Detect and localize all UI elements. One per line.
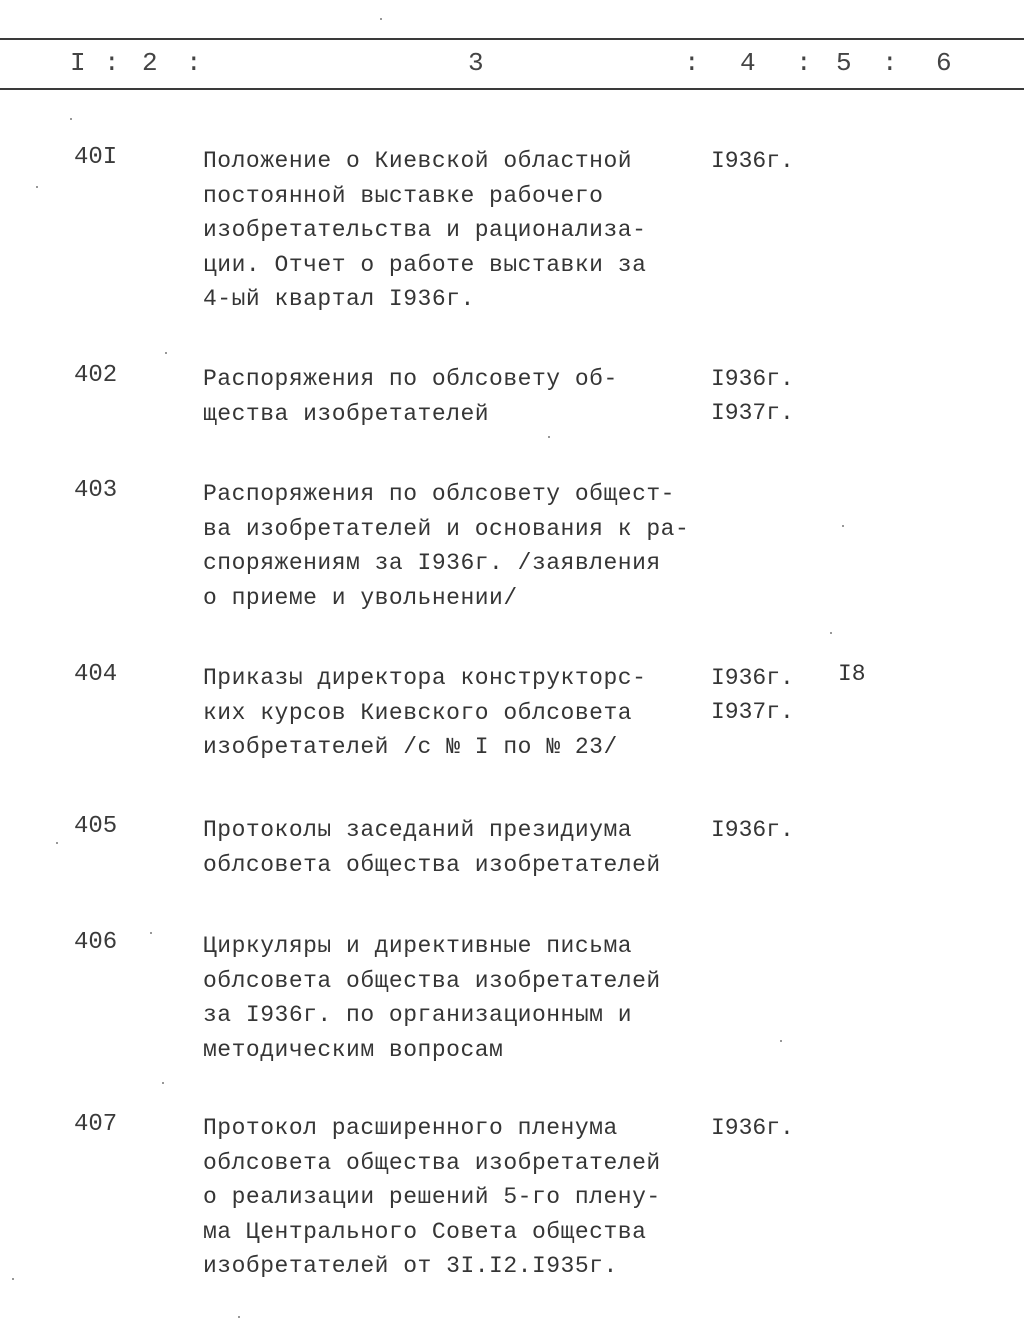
description-line: постоянной выставке рабочего — [203, 182, 604, 209]
description-line: Распоряжения по облсовету общест- — [203, 481, 675, 507]
description-line: ции. Отчет о работе выставки за — [203, 251, 647, 278]
description-line: Приказы директора конструкторс- — [203, 665, 647, 691]
scan-speck — [56, 842, 58, 844]
entry-number: 40I — [74, 144, 118, 171]
entry-number: 405 — [74, 813, 118, 840]
description-line: Положение о Киевской областной — [203, 148, 633, 174]
description-line: ма Центрального Совета общества — [203, 1218, 647, 1245]
header-col6: 6 — [936, 48, 952, 78]
scan-speck — [238, 1316, 240, 1318]
entry-number: 402 — [74, 362, 118, 389]
description-line: Распоряжения по облсовету об- — [203, 366, 618, 392]
description-line: облсовета общества изобретателей — [203, 1149, 661, 1176]
scan-speck — [830, 632, 832, 634]
description-line: облсовета общества изобретателей — [203, 967, 661, 994]
entry-description — [203, 1111, 703, 1284]
header-col1: I — [70, 48, 86, 78]
header-sep2: : — [186, 48, 202, 78]
scan-speck — [165, 352, 167, 354]
entry-description — [203, 929, 703, 1067]
header-sep1: : — [104, 48, 120, 78]
entry-description — [203, 362, 703, 431]
scan-speck — [150, 932, 152, 934]
entry-number: 406 — [74, 929, 118, 956]
entry-date: I936г. — [711, 1115, 794, 1141]
header-sep3: : — [684, 48, 700, 78]
header-top-rule — [0, 38, 1024, 40]
description-line: ва изобретателей и основания к ра- — [203, 515, 690, 542]
entry-description — [203, 477, 703, 615]
entry-date: I937г. — [711, 699, 794, 725]
description-line: методическим вопросам — [203, 1036, 504, 1063]
entry-description — [203, 661, 703, 765]
description-line: Протокол расширенного пленума — [203, 1115, 618, 1141]
header-col5: 5 — [836, 48, 852, 78]
entry-number: 404 — [74, 661, 118, 688]
entry-sheet-count: I8 — [838, 661, 866, 687]
description-line: о реализации решений 5-го плену- — [203, 1184, 661, 1210]
description-line: облсовета общества изобретателей — [203, 851, 661, 878]
entry-date: I936г. — [711, 817, 794, 843]
entry-date: I936г. — [711, 665, 794, 691]
entry-dates — [711, 661, 794, 729]
header-bottom-rule — [0, 88, 1024, 90]
entry-description — [203, 813, 703, 882]
entry-description — [203, 144, 703, 317]
scan-speck — [780, 1040, 782, 1042]
header-sep5: : — [882, 48, 898, 78]
entry-date: I936г. — [711, 148, 794, 174]
scan-speck — [162, 1082, 164, 1084]
description-line: ких курсов Киевского облсовета — [203, 699, 633, 726]
description-line: изобретателей от 3I.I2.I935г. — [203, 1253, 618, 1279]
scan-speck — [842, 525, 844, 527]
description-line: 4-ый квартал I936г. — [203, 286, 475, 312]
description-line: Циркуляры и директивные письма — [203, 933, 633, 959]
entry-date: I936г. — [711, 366, 794, 392]
entry-dates — [711, 362, 794, 430]
header-col3: 3 — [468, 48, 484, 78]
description-line: изобретателей /с № I по № 23/ — [203, 734, 618, 760]
entry-date: I937г. — [711, 400, 794, 426]
scan-speck — [380, 18, 382, 20]
scan-speck — [70, 118, 72, 120]
entry-dates — [711, 813, 794, 847]
description-line: щества изобретателей — [203, 400, 490, 427]
scan-speck — [12, 1278, 14, 1280]
scan-speck — [548, 436, 550, 438]
header-col4: 4 — [740, 48, 756, 78]
entry-dates — [711, 1111, 794, 1145]
entry-number: 407 — [74, 1111, 118, 1138]
description-line: за I936г. по организационным и — [203, 1002, 633, 1028]
entry-number: 403 — [74, 477, 118, 504]
description-line: споряжениям за I936г. /заявления — [203, 550, 661, 576]
description-line: изобретательства и рационализа- — [203, 217, 647, 243]
header-col2: 2 — [142, 48, 158, 78]
scan-speck — [36, 186, 38, 188]
description-line: Протоколы заседаний президиума — [203, 817, 633, 843]
entry-dates — [711, 144, 794, 178]
description-line: о приеме и увольнении/ — [203, 584, 518, 611]
header-sep4: : — [796, 48, 812, 78]
